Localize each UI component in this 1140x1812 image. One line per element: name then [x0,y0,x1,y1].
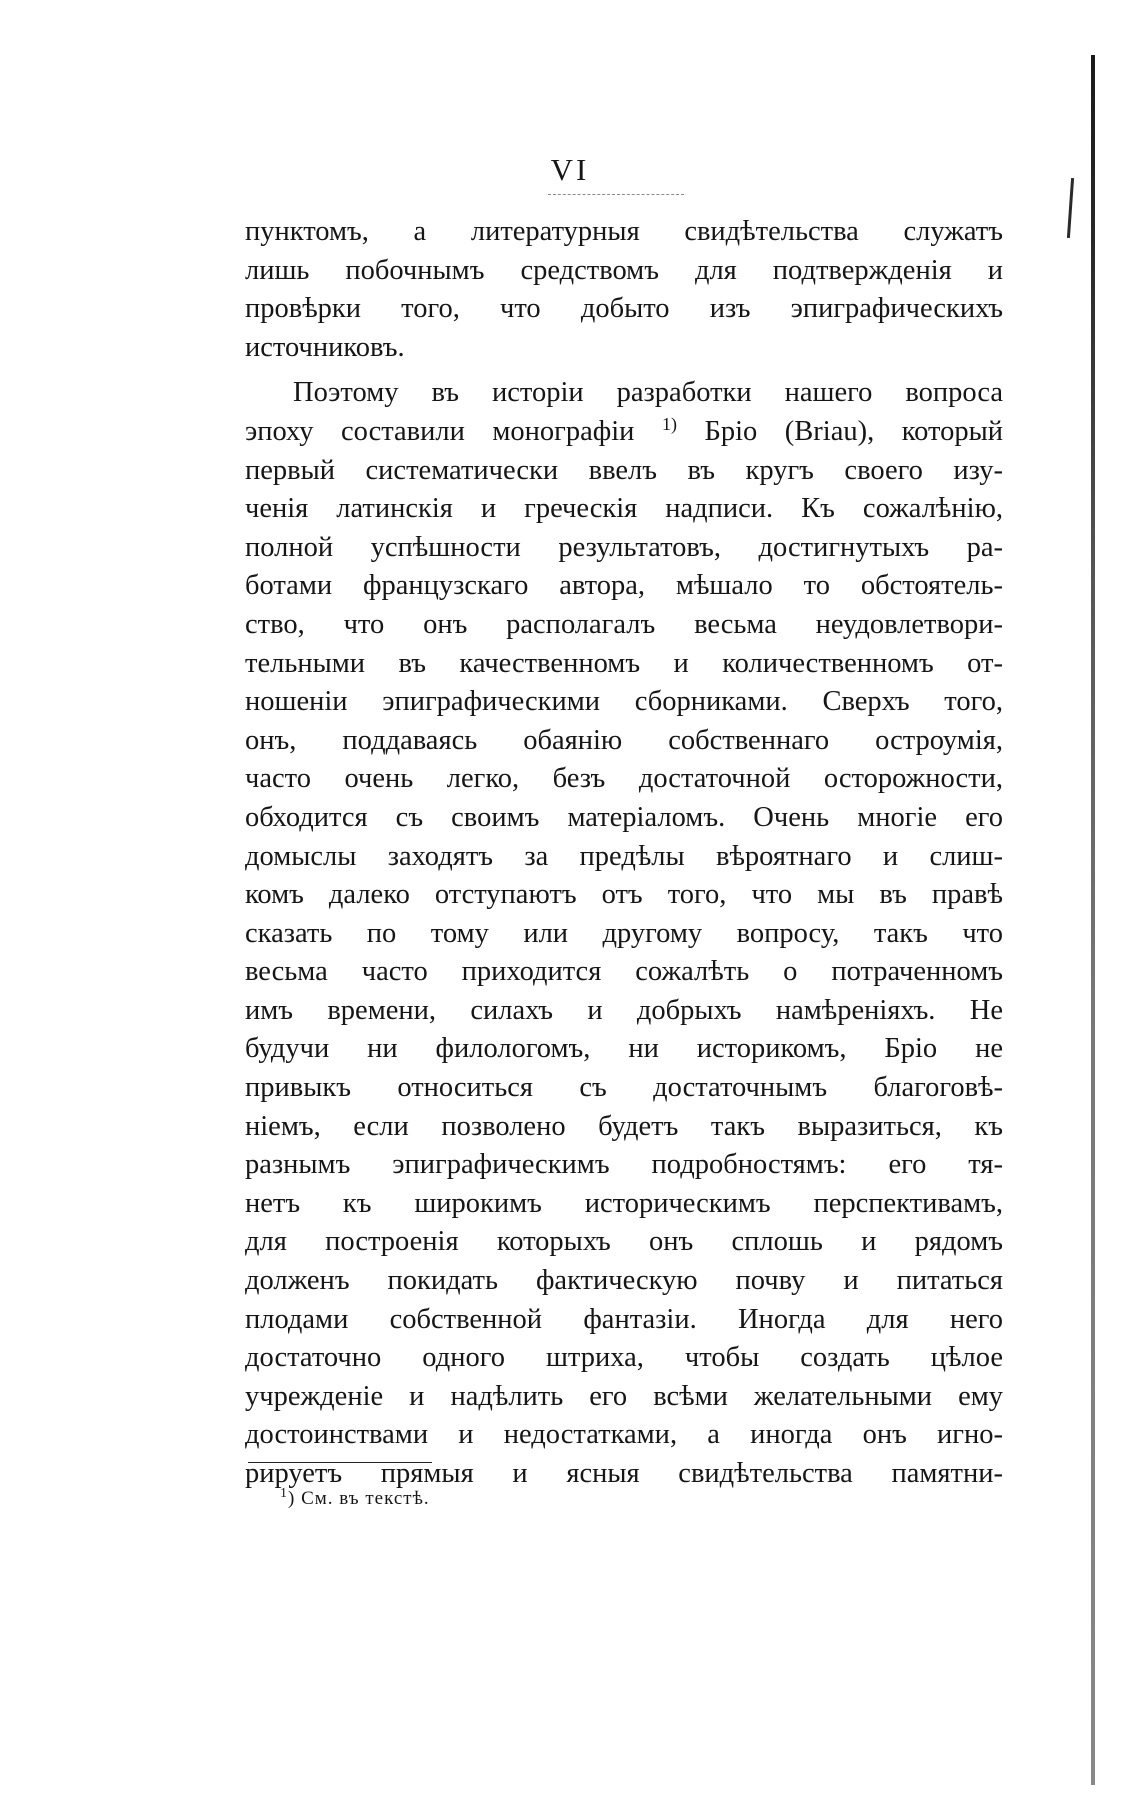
footnote-marker-close: ) [288,1488,296,1509]
text-line: ношеніи эпиграфическими сборниками. Сверхъ того, [245,686,1003,718]
text-line: комъ далеко отступаютъ отъ того, что мы въ правѣ [245,879,1003,911]
text-line: ченія латинскія и греческія надписи. Къ сожалѣнію, [245,493,1003,525]
text-line: часто очень легко, безъ достаточной осторожности, [245,763,1003,795]
text-line: привыкъ относиться съ достаточнымъ благоговѣ- [245,1072,1003,1104]
footnote-text: См. въ текстѣ. [301,1488,430,1509]
page-number: VI [550,152,590,187]
text-line: онъ, поддаваясь обаянію собственнаго остроумія, [245,724,1003,756]
text-line: источниковъ. [245,331,405,363]
footnote-reference[interactable]: 1) [661,413,677,434]
paragraph-gap [245,367,1003,374]
text-line [245,413,1003,452]
text-line: первый систематически ввелъ въ кругъ своего изу- [245,454,1003,486]
text-line: ство, что онъ располагалъ весьма неудовлетвори- [245,608,1003,640]
text-line: достаточно одного штриха, чтобы создать цѣлое [245,1342,1003,1374]
header-rule [548,194,684,195]
text-line: ботами французскаго автора, мѣшало то обстоятель- [245,570,1003,602]
footnote [280,1486,430,1512]
text-line: ніемъ, если позволено будетъ такъ выразиться, къ [245,1110,1003,1142]
body-text [245,213,1003,1532]
text-line: пунктомъ, а литературныя свидѣтельства служатъ [245,216,1003,247]
text-fragment: Бріо (Briau), который [704,415,1003,447]
text-line: домыслы заходятъ за предѣлы вѣроятнаго и слиш- [245,840,1003,872]
text-line: нетъ къ широкимъ историческимъ перспективамъ, [245,1187,1003,1219]
text-line: достоинствами и недостатками, а иногда онъ игно- [245,1419,1003,1451]
footnote-rule [248,1462,432,1463]
text-line: весьма часто приходится сожалѣть о потраченномъ [245,956,1003,988]
text-line: для построенія которыхъ онъ сплошь и рядомъ [245,1226,1003,1258]
scan-edge [1091,55,1095,1785]
text-line: учрежденіе и надѣлить его всѣми желательными ему [245,1380,1003,1412]
text-line: имъ времени, силахъ и добрыхъ намѣреніяхъ. Не [245,994,1003,1026]
text-line: рируетъ прямыя и ясныя свидѣтельства памятни- [245,1458,1003,1489]
footnote-marker: 1 [280,1486,288,1501]
text-line: провѣрки того, что добыто изъ эпиграфическихъ [245,293,1003,325]
text-line: тельными въ качественномъ и количественномъ от- [245,647,1003,679]
text-line: плодами собственной фантазіи. Иногда для него [245,1303,1003,1335]
text-line: полной успѣшности результатовъ, достигнутыхъ ра- [245,531,1003,563]
text-line: будучи ни филологомъ, ни историкомъ, Бріо не [245,1033,1003,1065]
text-line: Поэтому въ исторіи разработки нашего вопроса [293,377,1003,409]
text-fragment: эпоху составили монографіи [245,415,635,447]
text-line: долженъ покидать фактическую почву и питаться [245,1265,1003,1297]
text-line: сказать по тому или другому вопросу, такъ что [245,917,1003,949]
text-line: обходится съ своимъ матеріаломъ. Очень многіе его [245,801,1003,833]
text-line: лишь побочнымъ средствомъ для подтвержденія и [245,254,1003,286]
text-line: разнымъ эпиграфическимъ подробностямъ: его тя- [245,1149,1003,1181]
